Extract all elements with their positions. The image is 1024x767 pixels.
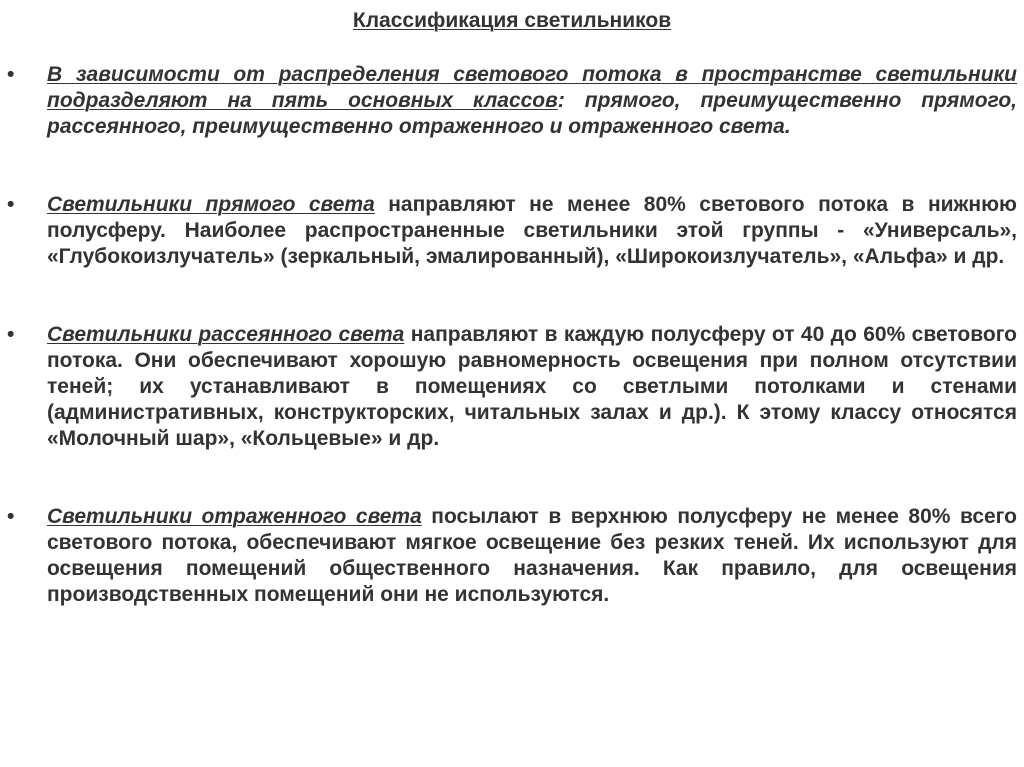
item-text: направляют не менее 80% светового потока в нижнюю полусферу. Наиболее распространенные светильники этой группы - «Универсаль», «Глубокоизлучатель» (зеркальный, эмалированный), «Широкоизлучатель», «Альфа» и др. bbox=[47, 193, 1017, 268]
item-text: : прямого, преимущественно прямого, рассеянного, преимущественно отраженного и отраженного света. bbox=[47, 89, 1017, 138]
item-text: посылают в верхнюю полусферу не менее 80% всего светового потока, обеспечивают мягкое освещение без резких теней. Их используют для освещения помещений общественного назначения. Как правило, для освещения производственных помещений они не используются. bbox=[47, 505, 1017, 606]
item-lead: Светильники отраженного света bbox=[47, 505, 422, 528]
bullet-icon: • bbox=[7, 193, 15, 216]
slide-title: Классификация светильников bbox=[352, 9, 672, 32]
bullet-item-reflected-light bbox=[7, 504, 1017, 608]
item-lead: Светильники рассеянного света bbox=[47, 323, 405, 346]
bullet-list bbox=[0, 62, 1024, 608]
item-lead: В зависимости от распределения светового потока в пространстве светильники подразделяют на пять основных классов bbox=[47, 63, 1017, 112]
item-text: направляют в каждую полусферу от 40 до 60% светового потока. Они обеспечивают хорошую равномерность освещения при полном отсутствии теней; их устанавливают в помещениях со светлыми потолками и стенами (административных, конструкторских, читальных залах и др.). К этому классу относятся «Молочный шар», «Кольцевые» и др. bbox=[47, 323, 1017, 450]
bullet-item-direct-light bbox=[7, 192, 1017, 270]
item-lead: Светильники прямого света bbox=[47, 193, 375, 216]
bullet-icon: • bbox=[7, 63, 15, 86]
bullet-icon: • bbox=[7, 505, 15, 528]
bullet-item-diffused-light bbox=[7, 322, 1017, 452]
bullet-icon: • bbox=[7, 323, 15, 346]
bullet-item-classes bbox=[7, 62, 1017, 140]
